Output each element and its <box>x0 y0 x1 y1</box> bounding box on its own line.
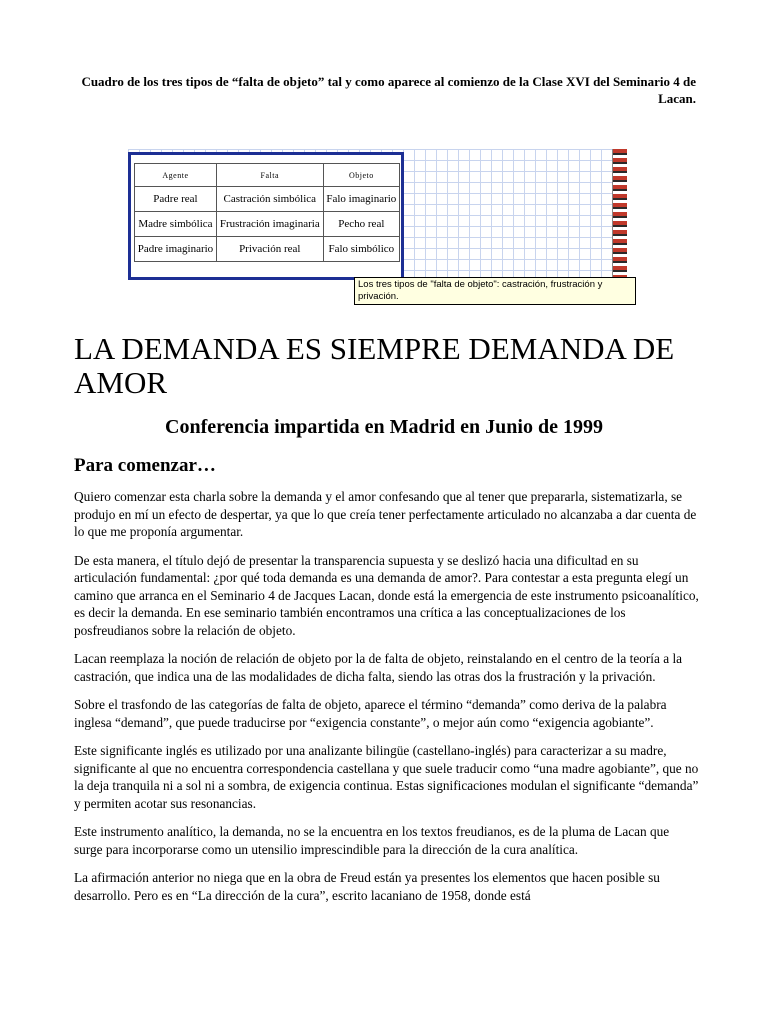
paragraph: Quiero comenzar esta charla sobre la demanda y el amor confesando que al tener que prepararla, sistematizarla, se produjo en mí un efecto de despertar, ya que lo que creía tener perfectamente articulado no alcanzaba a dar cuenta de lo que me proponía argumentar. <box>74 489 697 539</box>
table-cell: Frustración imaginaria <box>216 212 323 237</box>
table-cell: Madre simbólica <box>135 212 217 237</box>
table-row <box>135 187 400 212</box>
table-cell: Privación real <box>216 237 323 262</box>
table-header-cell: Agente <box>135 164 217 187</box>
document-title: LA DEMANDA ES SIEMPRE DEMANDA DE AMOR <box>74 331 675 400</box>
paragraph: De esta manera, el título dejó de presentar la transparencia supuesta y se deslizó hacia una dificultad en su articulación fundamental: ¿por qué toda demanda es una demanda de amor?. Para contestar a esta pregunta elegí un camino que arranca en el Seminario 4 de Jacques Lacan, donde está la emergencia de este instrumento psicoanalítico, es decir la demanda. En ese seminario también encontramos una crítica a las conceptualizaciones de los posfreudianos sobre la relación de objeto. <box>74 552 699 638</box>
object-lack-table <box>134 163 400 262</box>
section-heading: Para comenzar… <box>74 455 216 476</box>
image-tooltip: Los tres tipos de "falta de objeto": castración, frustración y privación. <box>354 277 636 305</box>
paragraph: Lacan reemplaza la noción de relación de objeto por la de falta de objeto, reinstalando en el centro de la teoría a la castración, que indica una de las modalidades de dicha falta, siendo las otras dos la frustración y la privación. <box>74 651 683 684</box>
table-cell: Pecho real <box>323 212 399 237</box>
body-text <box>74 488 699 915</box>
figure-caption: Cuadro de los tres tipos de “falta de objeto” tal y como aparece al comienzo de la Clase XVI del Seminario 4 de Lacan. <box>81 74 696 106</box>
table-cell: Falo imaginario <box>323 187 399 212</box>
table-cell: Padre imaginario <box>135 237 217 262</box>
table-header-row <box>135 164 400 187</box>
table-header-cell: Falta <box>216 164 323 187</box>
notebook-spiral <box>612 149 627 279</box>
table-cell: Castración simbólica <box>216 187 323 212</box>
table-header-cell: Objeto <box>323 164 399 187</box>
paragraph: Este significante inglés es utilizado por una analizante bilingüe (castellano-inglés) para caracterizar a su madre, significante al que no encuentra correspondencia castellana y que suele traducir como “una madre agobiante”, que no la deja tranquila ni a sol ni a sombra, de exigencia continua. Estas significaciones modulan el significante “demanda” y permiten acotar sus resonancias. <box>74 743 699 811</box>
paragraph: La afirmación anterior no niega que en la obra de Freud están ya presentes los elementos que hacen posible su desarrollo. Pero es en “La dirección de la cura”, escrito lacaniano de 1958, donde está <box>74 870 660 903</box>
table-frame <box>128 152 404 280</box>
figure-image <box>128 149 640 305</box>
paragraph: Sobre el trasfondo de las categorías de falta de objeto, aparece el término “demanda” como deriva de la palabra inglesa “demand”, que puede traducirse por “exigencia constante”, o mejor aún como “exigencia agobiante”. <box>74 697 667 730</box>
document-subtitle: Conferencia impartida en Madrid en Junio de 1999 <box>165 416 603 438</box>
table-row <box>135 237 400 262</box>
paragraph: Este instrumento analítico, la demanda, no se la encuentra en los textos freudianos, es de la pluma de Lacan que surge para incorporarse como un utensilio imprescindible para la dirección de la cura analítica. <box>74 824 670 857</box>
table-cell: Padre real <box>135 187 217 212</box>
table-cell: Falo simbólico <box>323 237 399 262</box>
table-row <box>135 212 400 237</box>
